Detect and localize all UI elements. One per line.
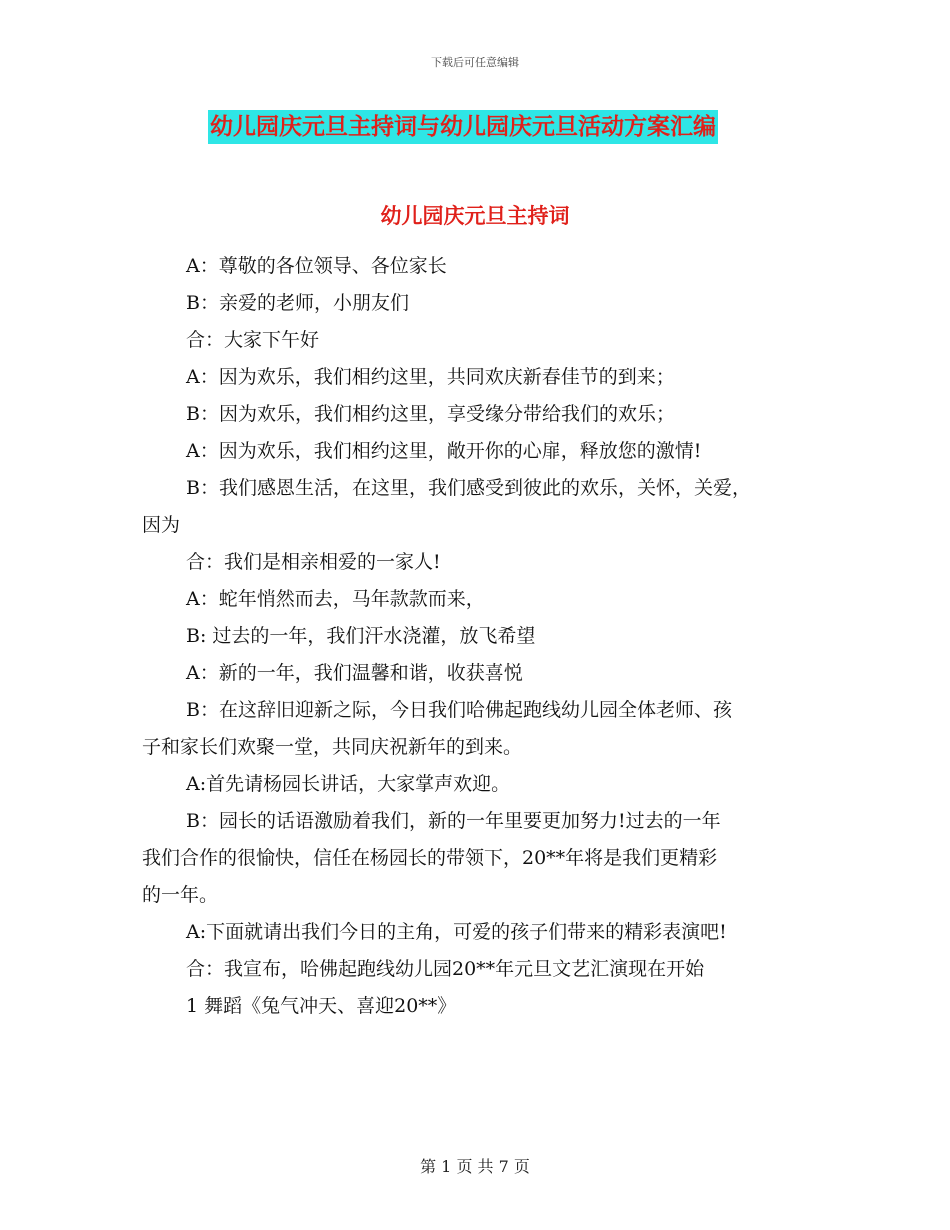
paragraph: [142, 692, 822, 766]
paragraph-line: B：我们感恩生活，在这里，我们感受到彼此的欢乐，关怀，关爱，: [186, 477, 751, 499]
paragraph-line: B: 过去的一年，我们汗水浇灌，放飞希望: [186, 625, 536, 647]
paragraph: [142, 766, 822, 803]
document-body: [142, 248, 822, 1025]
paragraph-line: A:首先请杨园长讲话，大家掌声欢迎。: [186, 773, 511, 795]
paragraph: [142, 470, 822, 544]
paragraph: [142, 581, 822, 618]
paragraph-line: A：因为欢乐，我们相约这里，共同欢庆新春佳节的到来；: [186, 366, 675, 388]
paragraph-line: B：园长的话语激励着我们，新的一年里要更加努力!过去的一年: [186, 810, 721, 832]
paragraph-line: B：亲爱的老师，小朋友们: [186, 292, 409, 314]
paragraph: [142, 359, 822, 396]
paragraph-line: 子和家长们欢聚一堂，共同庆祝新年的到来。: [142, 736, 523, 758]
paragraph-line: A：蛇年悄然而去，马年款款而来，: [186, 588, 485, 610]
paragraph: [142, 618, 822, 655]
paragraph-line: 因为: [142, 514, 181, 536]
paragraph: [142, 951, 822, 988]
paragraph-line: A：尊敬的各位领导、各位家长: [186, 255, 447, 277]
paragraph-line: A:下面就请出我们今日的主角，可爱的孩子们带来的精彩表演吧!: [186, 921, 727, 943]
paragraph-line: 的一年。: [142, 884, 219, 906]
paragraph: [142, 914, 822, 951]
paragraph: [142, 655, 822, 692]
paragraph: [142, 248, 822, 285]
paragraph-line: B：在这辞旧迎新之际，今日我们哈佛起跑线幼儿园全体老师、孩: [186, 699, 732, 721]
paragraph: [142, 322, 822, 359]
paragraph: [142, 396, 822, 433]
paragraph: [142, 544, 822, 581]
paragraph-line: 1 舞蹈《兔气冲天、喜迎20**》: [186, 995, 457, 1017]
paragraph: [142, 433, 822, 470]
paragraph-line: 合：大家下午好: [186, 329, 320, 351]
document-title: 幼儿园庆元旦主持词与幼儿园庆元旦活动方案汇编: [208, 110, 718, 144]
paragraph-line: 合：我们是相亲相爱的一家人!: [186, 551, 441, 573]
paragraph-line: 合：我宣布，哈佛起跑线幼儿园20**年元旦文艺汇演现在开始: [186, 958, 705, 980]
paragraph-line: 我们合作的很愉快，信任在杨园长的带领下，20**年将是我们更精彩: [142, 847, 718, 869]
header-note: 下载后可任意编辑: [431, 56, 519, 69]
paragraph-line: A：因为欢乐，我们相约这里，敞开你的心扉，释放您的激情!: [186, 440, 702, 462]
page-number: 第 1 页 共 7 页: [420, 1157, 530, 1176]
paragraph: [142, 285, 822, 322]
paragraph: [142, 988, 822, 1025]
paragraph-line: A：新的一年，我们温馨和谐，收获喜悦: [186, 662, 523, 684]
paragraph: [142, 803, 822, 914]
paragraph-line: B：因为欢乐，我们相约这里，享受缘分带给我们的欢乐；: [186, 403, 675, 425]
section-title: 幼儿园庆元旦主持词: [380, 204, 570, 228]
